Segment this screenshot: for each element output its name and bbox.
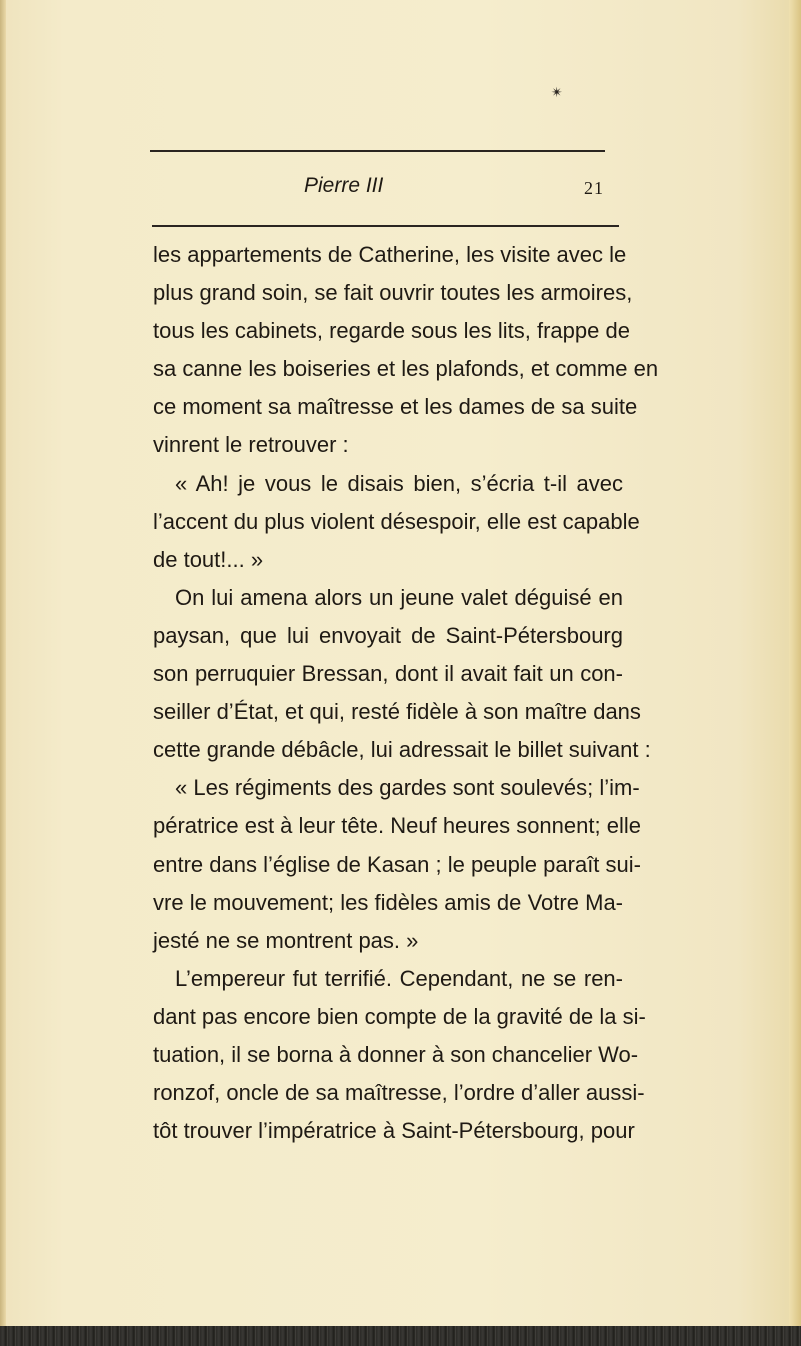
text-line: « Ah! je vous le disais bien, s’écria t-il avec: [175, 470, 623, 496]
page-right-edge: [789, 0, 801, 1346]
text-line: sa canne les boiseries et les plafonds, et comme en: [153, 356, 659, 382]
text-line: paysan, que lui envoyait de Saint-Pétersbourg: [153, 622, 623, 648]
page-number: 21: [584, 178, 604, 198]
text-line: seiller d’État, et qui, resté fidèle à son maître dans: [153, 699, 641, 725]
text-line: On lui amena alors un jeune valet déguisé en: [175, 584, 623, 610]
text-line: tuation, il se borna à donner à son chancelier Wo-: [153, 1041, 639, 1067]
text-line: son perruquier Bressan, dont il avait fait un con-: [153, 661, 623, 687]
text-line: vinrent le retrouver :: [153, 432, 349, 458]
body-text: [153, 236, 659, 1150]
page-bottom-edge: [0, 1326, 801, 1346]
text-line: vre le mouvement; les fidèles amis de Votre Ma-: [153, 889, 623, 915]
text-line: dant pas encore bien compte de la gravité de la si-: [153, 1003, 646, 1029]
text-line: ronzof, oncle de sa maîtresse, l’ordre d’aller aussi-: [153, 1080, 645, 1106]
text-line: entre dans l’église de Kasan ; le peuple paraît sui-: [153, 851, 641, 877]
page-left-edge: [0, 0, 6, 1346]
text-line: L’empereur fut terrifié. Cependant, ne se ren-: [175, 965, 623, 991]
header-rule-bottom: [152, 225, 619, 227]
running-title: Pierre III: [304, 174, 384, 197]
text-line: cette grande débâcle, lui adressait le billet suivant :: [153, 737, 651, 763]
text-line: pératrice est à leur tête. Neuf heures sonnent; elle: [153, 813, 641, 839]
text-line: plus grand soin, se fait ouvrir toutes les armoires,: [153, 280, 633, 306]
text-line: jesté ne se montrent pas. »: [153, 927, 419, 953]
corner-mark: ✴: [551, 84, 563, 100]
text-line: tôt trouver l’impératrice à Saint-Pétersbourg, pour: [153, 1118, 635, 1144]
text-line: les appartements de Catherine, les visite avec le: [153, 242, 627, 267]
text-line: « Les régiments des gardes sont soulevés; l’im-: [175, 775, 640, 801]
text-line: de tout!... »: [153, 546, 264, 572]
text-line: tous les cabinets, regarde sous les lits, frappe de: [153, 318, 630, 344]
header-rule-top: [150, 150, 605, 152]
text-line: ce moment sa maîtresse et les dames de sa suite: [153, 394, 638, 420]
text-line: l’accent du plus violent désespoir, elle est capable: [153, 508, 640, 534]
